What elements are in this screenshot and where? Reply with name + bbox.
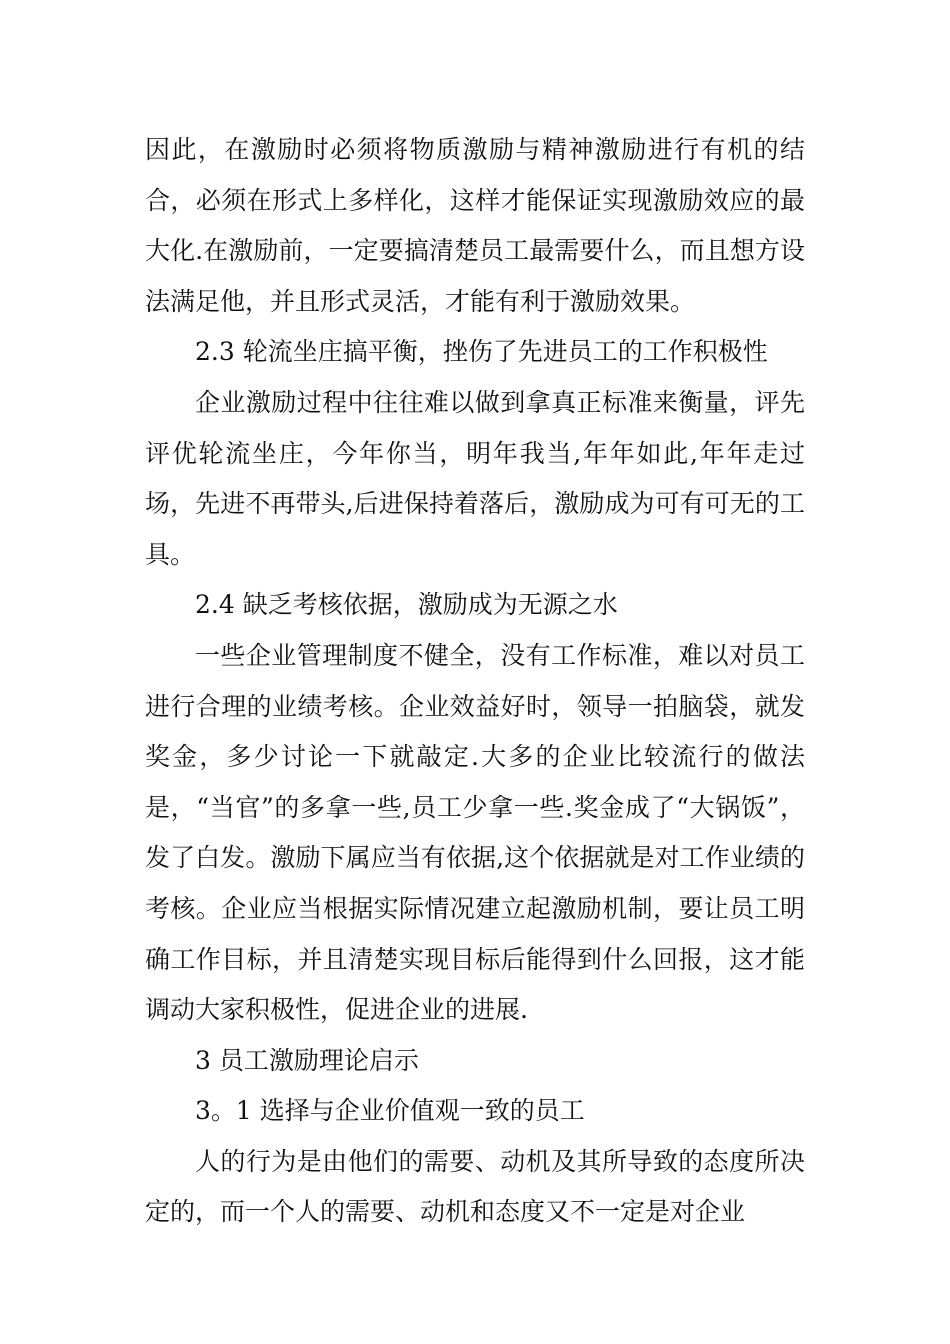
section-heading-2-4: 2.4 缺乏考核依据，激励成为无源之水 bbox=[195, 590, 618, 620]
document-body bbox=[145, 125, 805, 1238]
paragraph-values: 人的行为是由他们的需要、动机及其所导致的态度所决定的，而一个人的需要、动机和态度又不一定是对企业 bbox=[145, 1146, 805, 1227]
section-heading-3-1: 3。1 选择与企业价值观一致的员工 bbox=[195, 1096, 585, 1126]
section-heading-2-3: 2.3 轮流坐庄搞平衡，挫伤了先进员工的工作积极性 bbox=[195, 337, 768, 367]
paragraph-continuation: 因此，在激励时必须将物质激励与精神激励进行有机的结合，必须在形式上多样化，这样才能保证实现激励效应的最大化.在激励前，一定要搞清楚员工最需要什么，而且想方设法满足他，并且形式灵活，才能有利于激励效果。 bbox=[145, 135, 805, 316]
paragraph-rotation: 企业激励过程中往往难以做到拿真正标准来衡量，评先评优轮流坐庄，今年你当，明年我当,年年如此,年年走过场，先进不再带头,后进保持着落后，激励成为可有可无的工具。 bbox=[145, 387, 805, 569]
section-heading-3: 3 员工激励理论启示 bbox=[195, 1045, 419, 1075]
paragraph-assessment: 一些企业管理制度不健全，没有工作标准，难以对员工进行合理的业绩考核。企业效益好时，领导一拍脑袋，就发奖金，多少讨论一下就敲定.大多的企业比较流行的做法是，“当官”的多拿一些,员工少拿一些.奖金成了“大锅饭”，发了白发。激励下属应当有依据,这个依据就是对工作业绩的考核。企业应当根据实际情况建立起激励机制，要让员工明确工作目标，并且清楚实现目标后能得到什么回报，这才能调动大家积极性，促进企业的进展. bbox=[145, 640, 805, 1025]
